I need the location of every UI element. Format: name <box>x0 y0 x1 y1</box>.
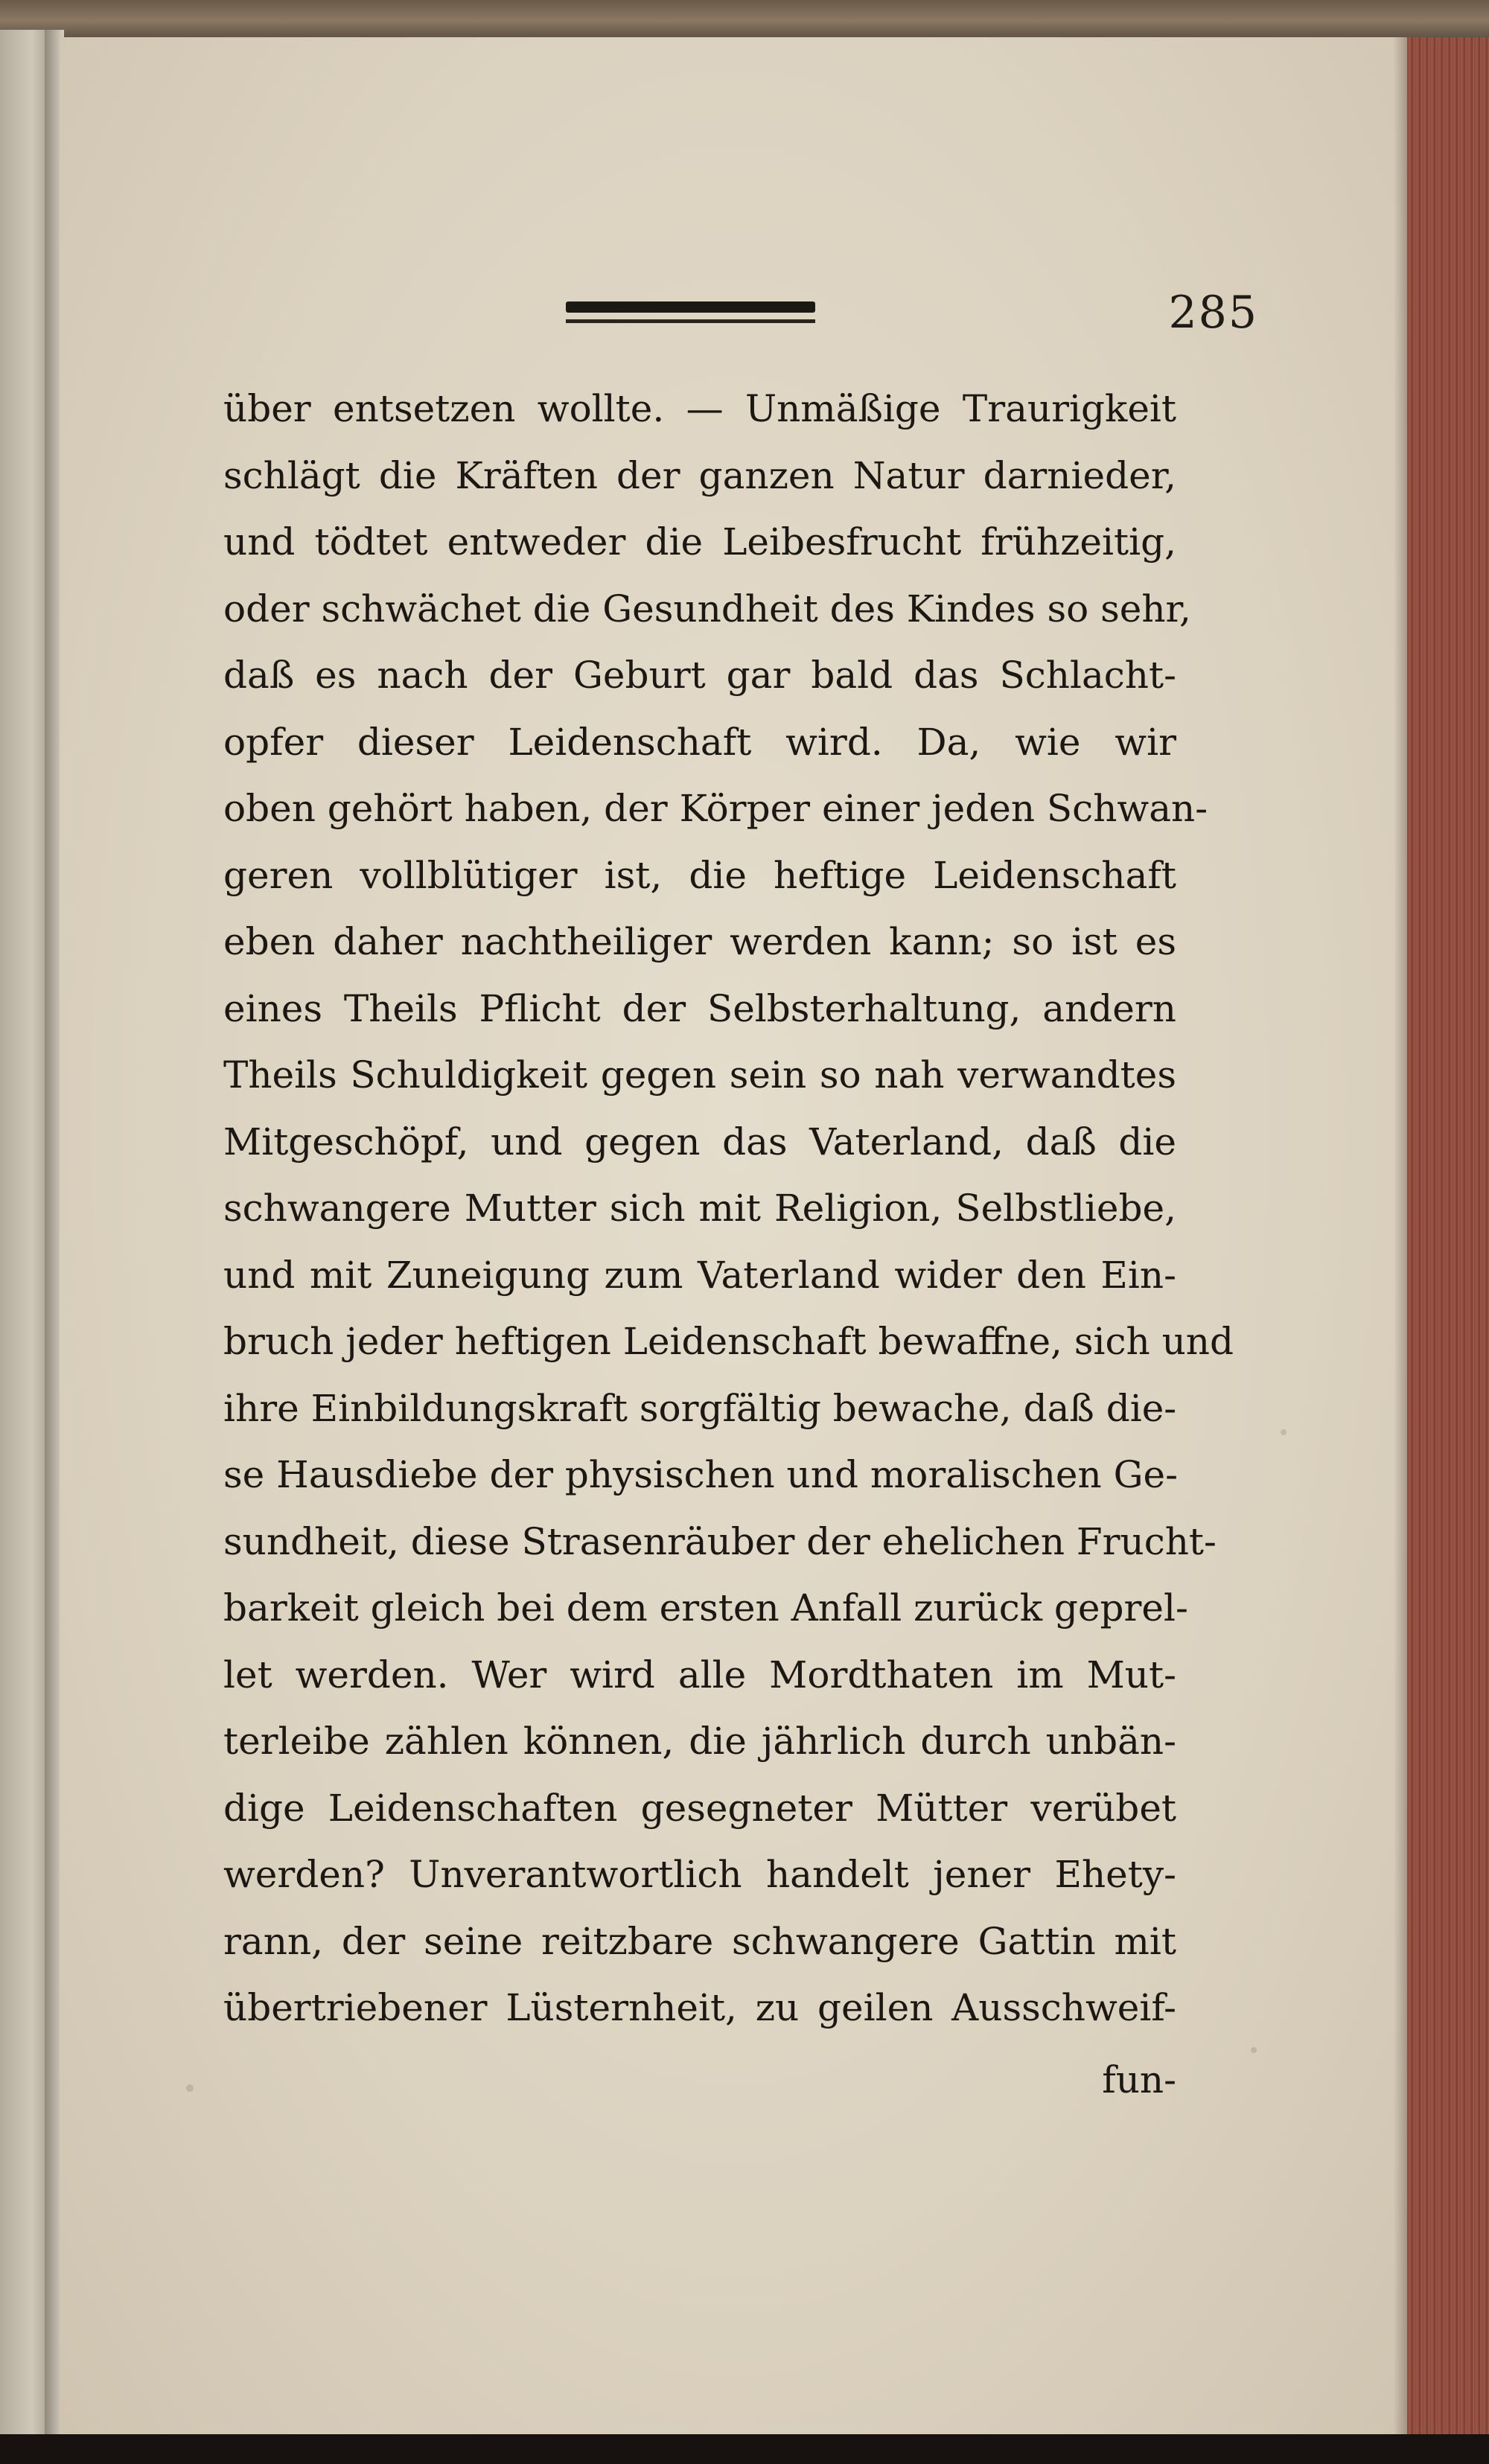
text-line: übertriebener Lüsternheit, zu geilen Ausschweif- <box>223 1986 1176 2029</box>
text-line: oder schwächet die Gesundheit des Kindes so sehr, <box>223 587 1191 631</box>
header-rule-thick <box>566 301 815 313</box>
catchword: fun- <box>1102 2058 1176 2101</box>
bottom-edge <box>0 2434 1489 2464</box>
text-line: werden? Unverantwortlich handelt jener Ehety- <box>223 1853 1176 1896</box>
text-line: Mitgeschöpf, und gegen das Vaterland, daß die <box>223 1120 1176 1164</box>
body-text <box>223 376 1234 2042</box>
text-line: oben gehört haben, der Körper einer jeden Schwan- <box>223 787 1208 830</box>
fore-edge <box>1407 37 1489 2436</box>
header-rule <box>566 301 815 331</box>
text-line: daß es nach der Geburt gar bald das Schlacht- <box>223 654 1176 697</box>
text-line: rann, der seine reitzbare schwangere Gattin mit <box>223 1919 1176 1963</box>
paper-spot <box>1281 1429 1286 1435</box>
text-line: eines Theils Pflicht der Selbsterhaltung, andern <box>223 986 1176 1030</box>
text-line: schlägt die Kräften der ganzen Natur darnieder, <box>223 453 1176 497</box>
page-number: 285 <box>1168 287 1258 339</box>
text-line: schwangere Mutter sich mit Religion, Selbstliebe, <box>223 1187 1176 1230</box>
text-line: geren vollblütiger ist, die heftige Leidenschaft <box>223 853 1176 897</box>
text-line: und mit Zuneigung zum Vaterland wider den Ein- <box>223 1253 1176 1297</box>
text-line: opfer dieser Leidenschaft wird. Da, wie wir <box>223 720 1176 764</box>
text-line: eben daher nachtheiliger werden kann; so ist es <box>223 920 1176 963</box>
text-line: terleibe zählen können, die jährlich durch unbän- <box>223 1720 1176 1763</box>
text-line: sundheit, diese Strasenräuber der ehelichen Frucht- <box>223 1519 1217 1563</box>
text-line: barkeit gleich bei dem ersten Anfall zurück geprel- <box>223 1586 1188 1630</box>
text-line: dige Leidenschaften gesegneter Mütter verübet <box>223 1786 1176 1830</box>
text-line: se Hausdiebe der physischen und moralischen Ge- <box>223 1453 1179 1496</box>
paper-spot <box>1251 2047 1257 2053</box>
text-line: über entsetzen wollte. — Unmäßige Traurigkeit <box>223 387 1176 430</box>
text-line: let werden. Wer wird alle Mordthaten im Mut- <box>223 1653 1176 1697</box>
text-line: ihre Einbildungskraft sorgfältig bewache, daß die- <box>223 1386 1177 1430</box>
page-header <box>566 287 1266 354</box>
paper-spot <box>186 2084 194 2092</box>
header-rule-thin <box>566 319 815 323</box>
text-line: Theils Schuldigkeit gegen sein so nah verwandtes <box>223 1053 1176 1097</box>
text-line: bruch jeder heftigen Leidenschaft bewaffne, sich und <box>223 1320 1234 1363</box>
text-line: und tödtet entweder die Leibesfrucht frühzeitig, <box>223 520 1176 564</box>
